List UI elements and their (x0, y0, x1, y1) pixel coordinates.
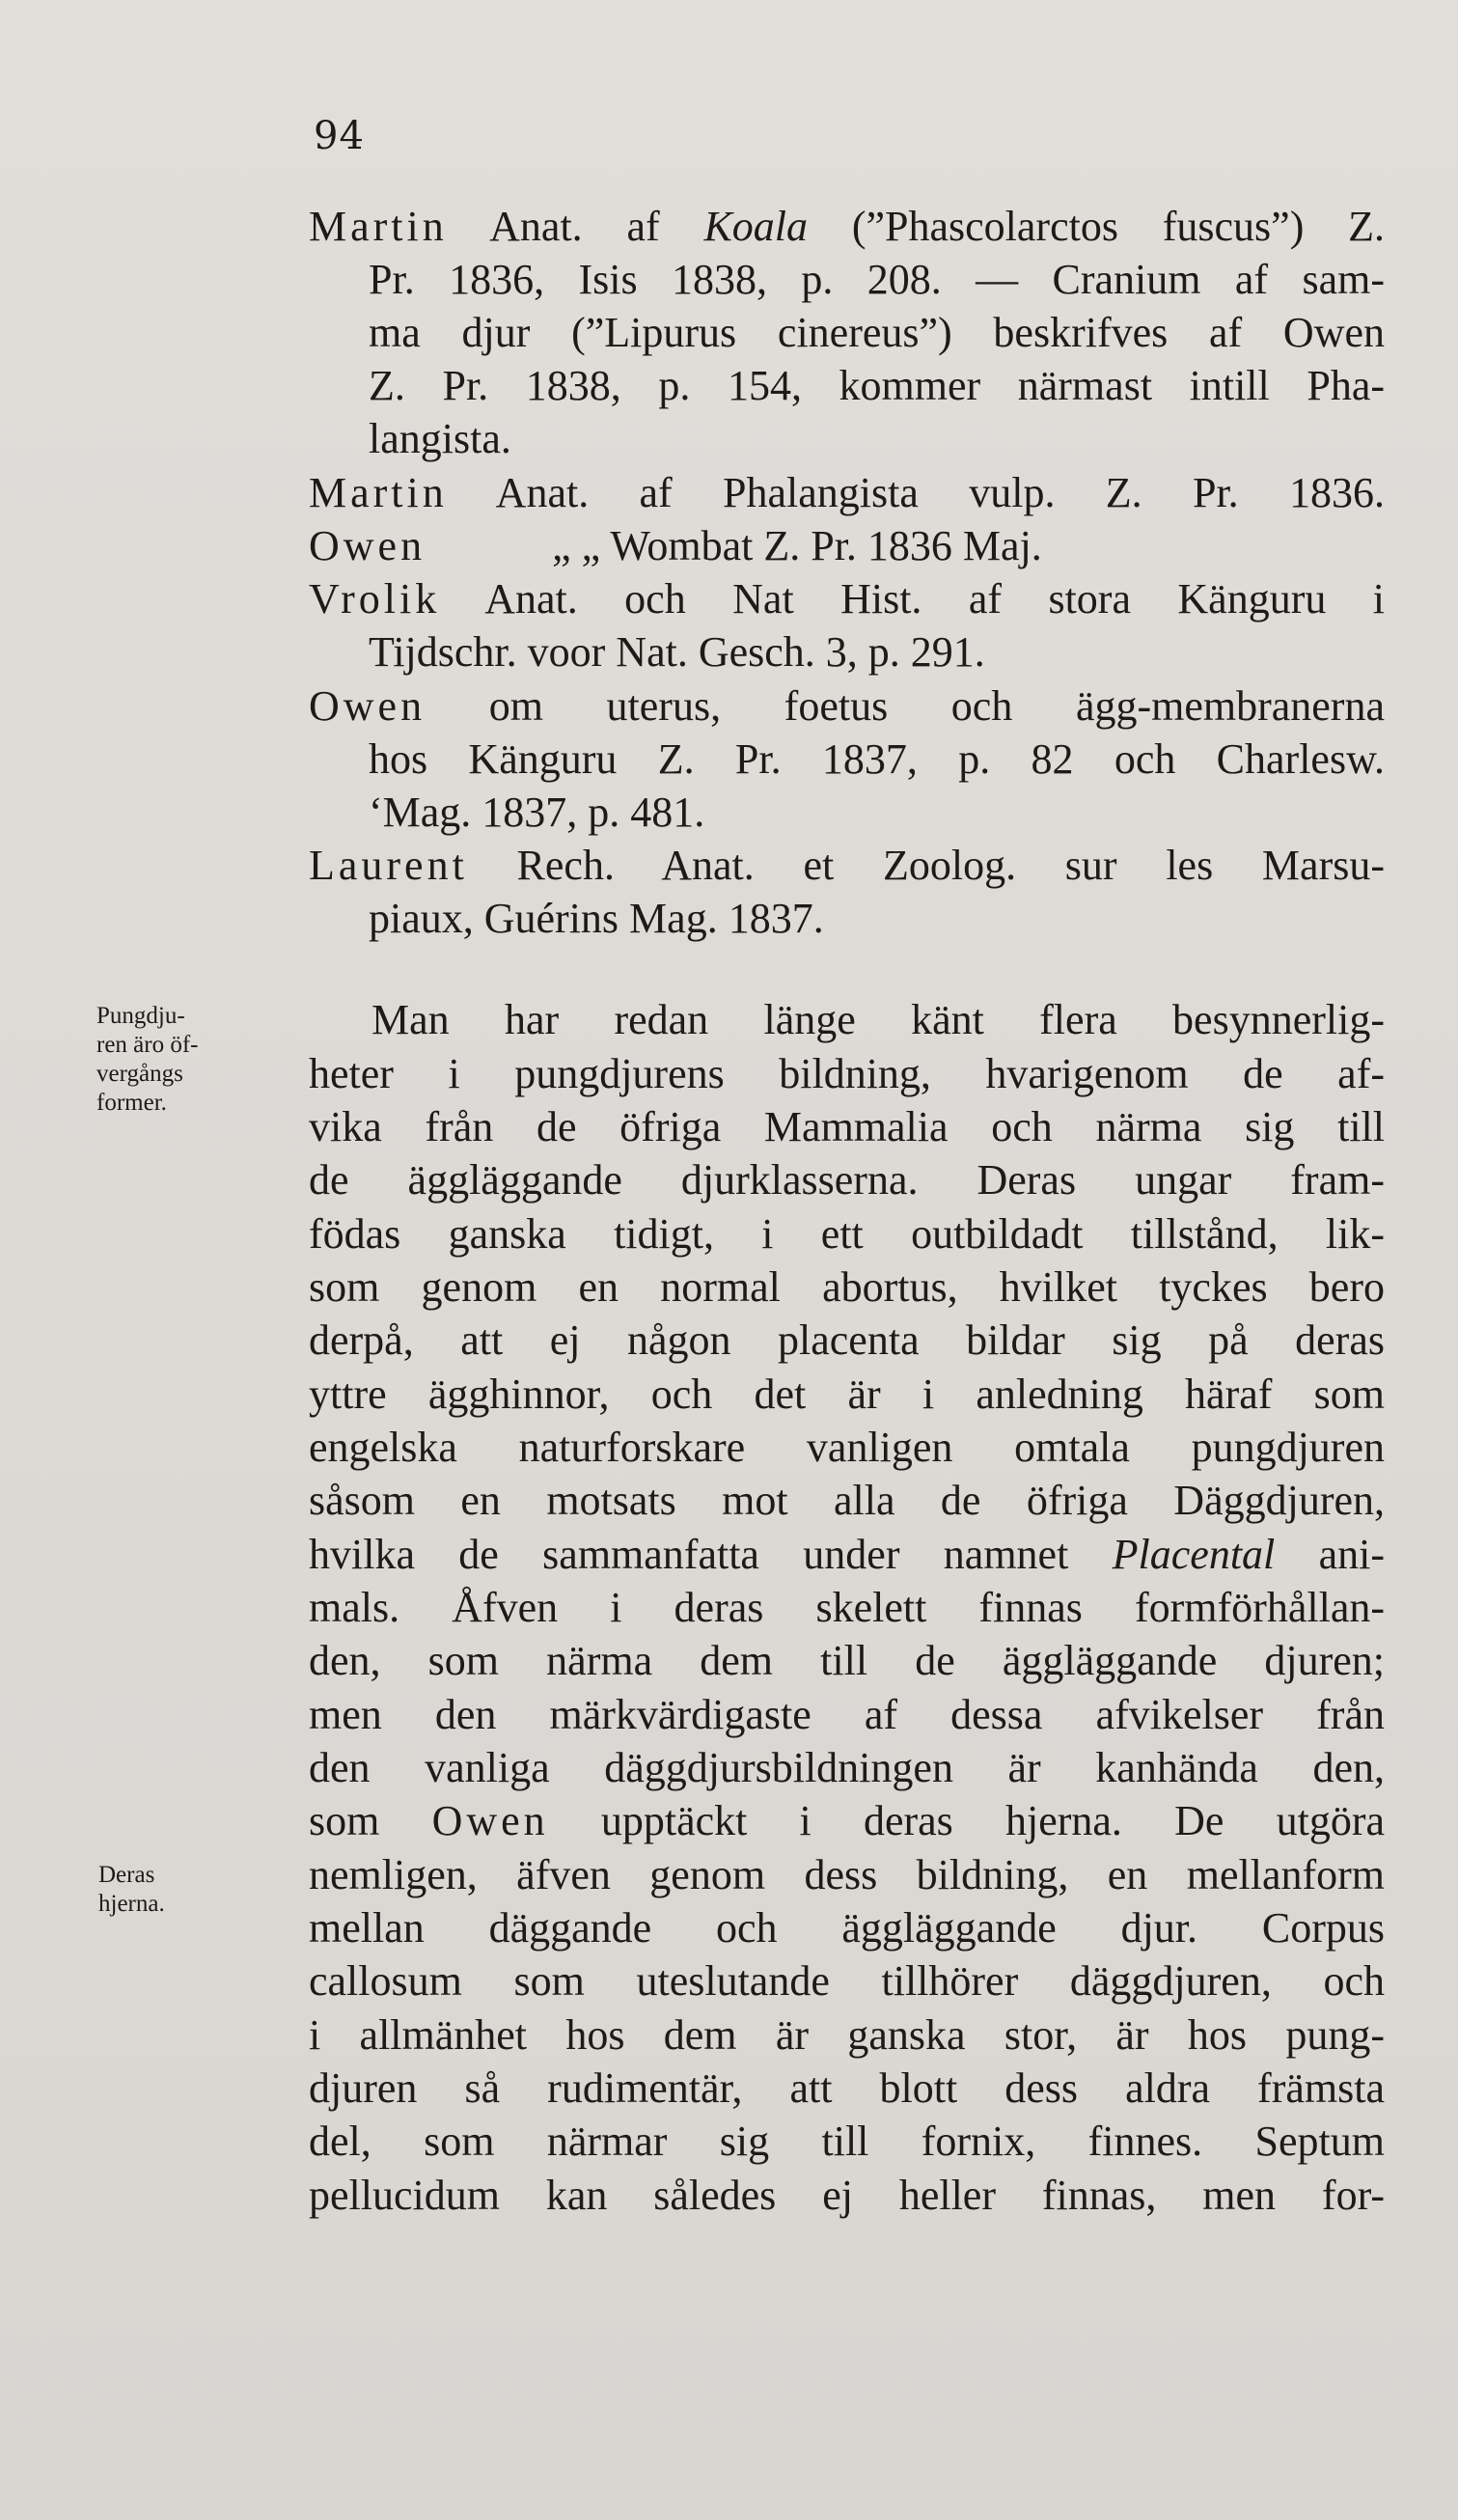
body-line: hvilka de sammanfatta under namnet Placental ani- (309, 1531, 1386, 1578)
italic-term: Koala (703, 203, 809, 250)
bib-entry-martin-koala: Martin Anat. af Koala (”Phascolarctos fuscus”) Z. (309, 203, 1386, 250)
body-line: mellan däggande och äggläggande djur. Corpus (309, 1904, 1385, 1952)
body-line: men den märkvärdigaste af dessa afvikelser från (309, 1691, 1385, 1738)
body-line: vika från de öfriga Mammalia och närma sig till (309, 1103, 1385, 1150)
body-line: som Owen upptäckt i deras hjerna. De utgöra (309, 1797, 1386, 1844)
margin-note-hjerna: Deras hjerna. (98, 1862, 165, 1917)
author-name: Martin (309, 203, 448, 250)
author-name: Laurent (309, 842, 468, 889)
body-line: Man har redan länge känt flera besynnerlig- (371, 996, 1385, 1043)
italic-term: Placental (1112, 1531, 1276, 1578)
body-line: den, som närma dem till de äggläggande djuren; (309, 1637, 1385, 1684)
bib-entry-owen-wombat: Owen „ „ Wombat Z. Pr. 1836 Maj. (309, 522, 1042, 569)
author-name: Owen (431, 1797, 549, 1844)
body-line: yttre ägghinnor, och det är i anledning häraf som (309, 1371, 1385, 1418)
body-line: mals. Åfven i deras skelett finnas formförhållan- (309, 1584, 1385, 1631)
body-line: födas ganska tidigt, i ett outbildadt tillstånd, lik- (309, 1210, 1385, 1258)
body-line: engelska naturforskare vanligen omtala pungdjuren (309, 1424, 1385, 1471)
body-line: den vanliga däggdjursbildningen är kanhända den, (309, 1744, 1385, 1791)
bib-line: ‘Mag. 1837, p. 481. (369, 789, 705, 836)
author-name: Owen (309, 682, 426, 730)
body-line: nemligen, äfven genom dess bildning, en mellanform (309, 1851, 1385, 1898)
margin-note-pungdjuren: Pungdju- ren äro öf- vergångs former. (96, 1003, 199, 1116)
body-line: heter i pungdjurens bildning, hvarigenom de af- (309, 1050, 1385, 1097)
body-line: de äggläggande djurklasserna. Deras ungar fram- (309, 1156, 1385, 1204)
bib-line: hos Känguru Z. Pr. 1837, p. 82 och Charlesw. (369, 735, 1385, 783)
bib-line: langista. (369, 415, 511, 462)
bib-entry-laurent: Laurent Rech. Anat. et Zoolog. sur les Marsu- (309, 842, 1385, 889)
bib-entry-vrolik: Vrolik Anat. och Nat Hist. af stora Känguru i (309, 575, 1386, 623)
body-line: såsom en motsats mot alla de öfriga Däggdjuren, (309, 1477, 1385, 1524)
body-line: derpå, att ej någon placenta bildar sig på deras (309, 1316, 1385, 1364)
author-name: Owen (309, 522, 426, 569)
body-line: callosum som uteslutande tillhörer däggdjuren, och (309, 1957, 1385, 2005)
author-name: Martin (309, 469, 448, 516)
body-line: djuren så rudimentär, att blott dess aldra främsta (309, 2064, 1385, 2112)
bib-line: Z. Pr. 1838, p. 154, kommer närmast intill Pha- (369, 362, 1385, 409)
author-name: Vrolik (309, 575, 441, 623)
bib-entry-martin-phalangista: Martin Anat. af Phalangista vulp. Z. Pr. 1836. (309, 469, 1385, 516)
page-number: 94 (314, 114, 365, 158)
bib-line: Pr. 1836, Isis 1838, p. 208. — Cranium af sam- (369, 256, 1385, 303)
body-line: i allmänhet hos dem är ganska stor, är hos pung- (309, 2011, 1385, 2059)
bib-line: ma djur (”Lipurus cinereus”) beskrifves af Owen (369, 309, 1385, 356)
body-line: pellucidum kan således ej heller finnas, men for- (309, 2172, 1385, 2219)
bib-line: piaux, Guérins Mag. 1837. (369, 895, 824, 942)
bib-entry-owen-uterus: Owen om uterus, foetus och ägg-membranerna (309, 682, 1385, 730)
body-line: som genom en normal abortus, hvilket tyckes bero (309, 1263, 1385, 1311)
body-line: del, som närmar sig till fornix, finnes. Septum (309, 2118, 1385, 2165)
bib-line: Tijdschr. voor Nat. Gesch. 3, p. 291. (369, 628, 985, 676)
